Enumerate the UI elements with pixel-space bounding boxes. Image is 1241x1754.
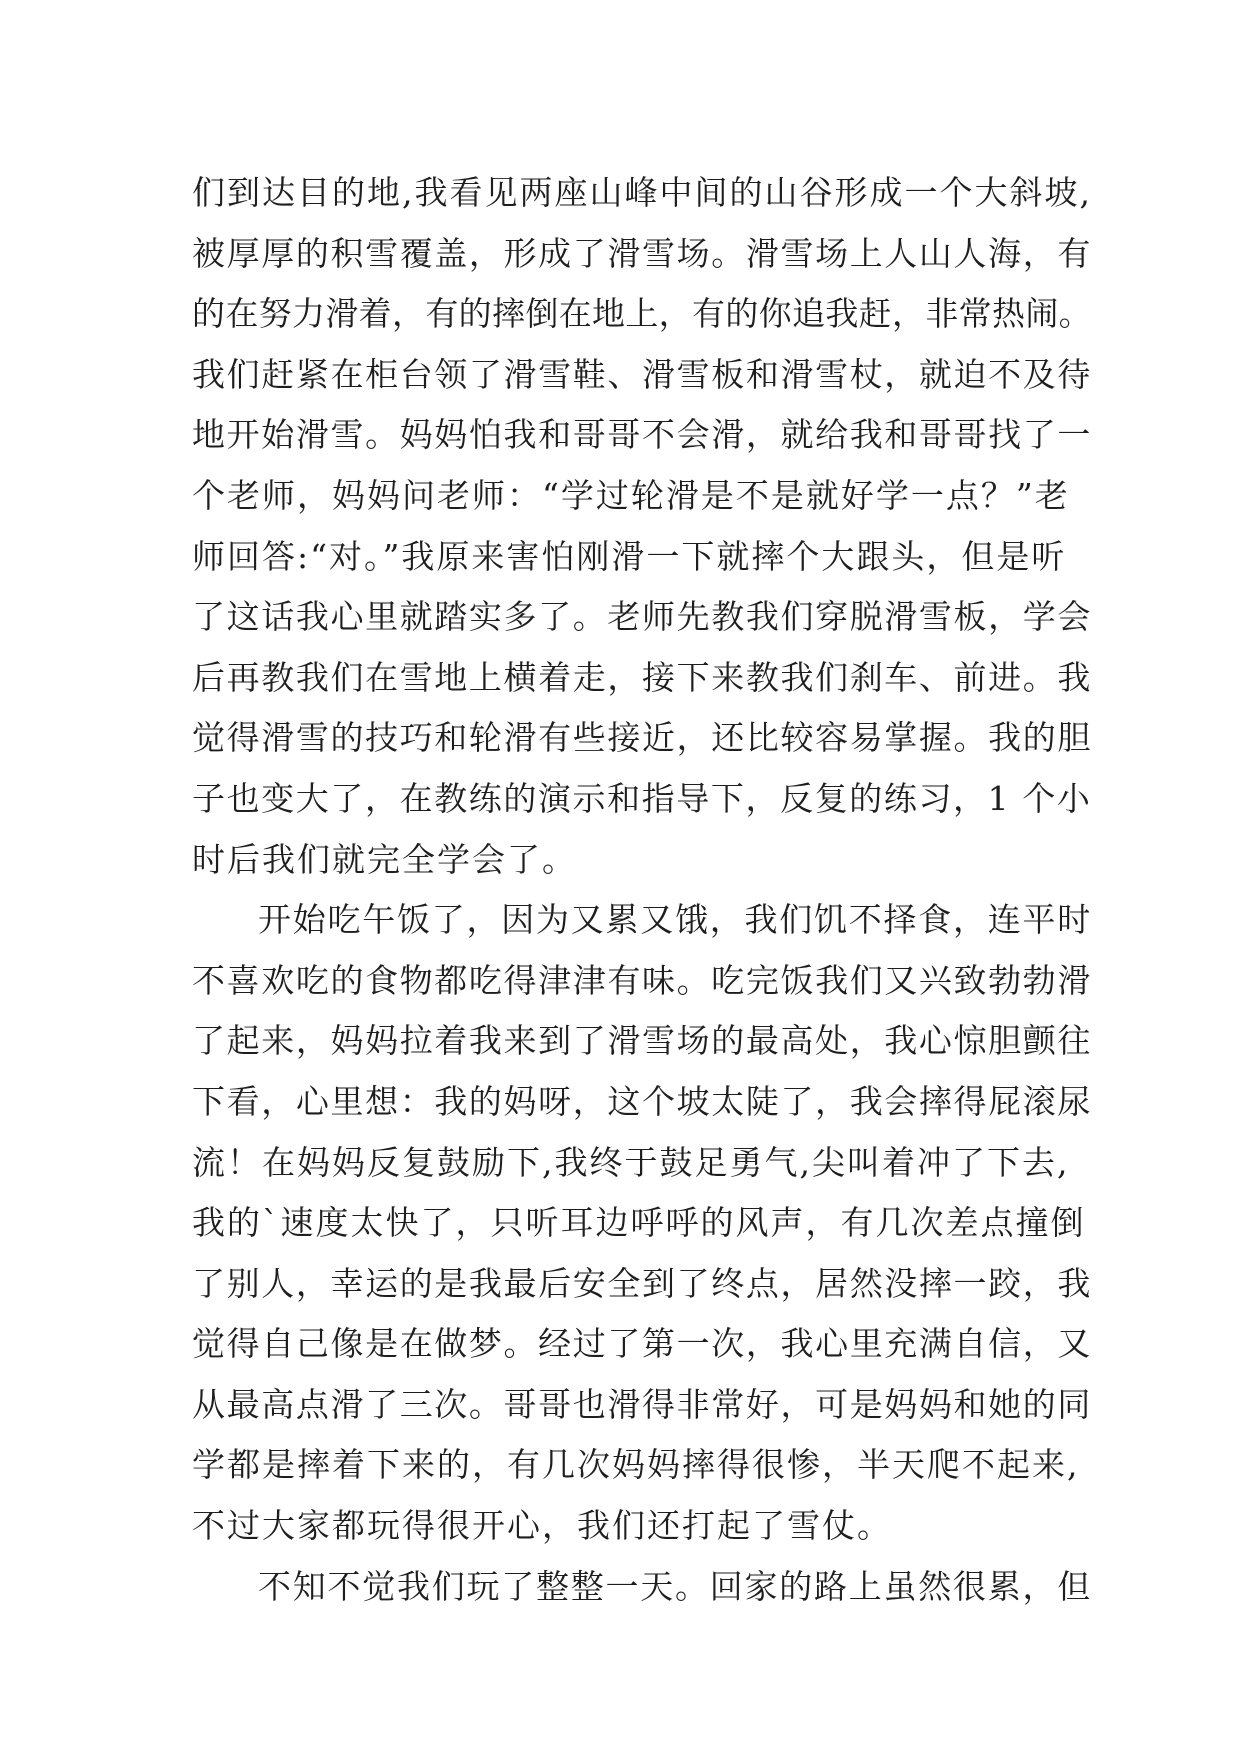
- text-line: 师回答:“对。”我原来害怕刚滑一下就摔个大跟头，但是听: [192, 536, 1067, 576]
- text-line: 的在努力滑着，有的摔倒在地上，有的你追我赶，非常热闹。: [192, 294, 1092, 334]
- text-line: 了这话我心里就踏实多了。老师先教我们穿脱滑雪板，学会: [192, 597, 1092, 637]
- text-line: 学都是摔着下来的，有几次妈妈摔得很惨，半天爬不起来,: [192, 1445, 1080, 1485]
- text-line: 了起来，妈妈拉着我来到了滑雪场的最高处，我心惊胆颤往: [192, 1021, 1092, 1061]
- text-line: 子也变大了，在教练的演示和指导下，反复的练习，1 个小: [192, 778, 1092, 818]
- text-line: 从最高点滑了三次。哥哥也滑得非常好，可是妈妈和她的同: [192, 1384, 1092, 1424]
- text-line: 我们赶紧在柜台领了滑雪鞋、滑雪板和滑雪杖，就迫不及待: [192, 354, 1092, 394]
- text-line: 时后我们就完全学会了。: [192, 839, 577, 879]
- text-line: 觉得滑雪的技巧和轮滑有些接近，还比较容易掌握。我的胆: [192, 718, 1092, 758]
- text-line: 地开始滑雪。妈妈怕我和哥哥不会滑，就给我和哥哥找了一: [192, 415, 1092, 455]
- text-line: 觉得自己像是在做梦。经过了第一次，我心里充满自信，又: [192, 1324, 1092, 1364]
- text-line: 们到达目的地,我看见两座山峰中间的山谷形成一个大斜坡,: [192, 173, 1092, 212]
- paragraph-start-line: 开始吃午饭了，因为又累又饿，我们饥不择食，连平时: [258, 900, 1092, 940]
- body-text: [192, 163, 1092, 1617]
- text-line: 被厚厚的积雪覆盖，形成了滑雪场。滑雪场上人山人海，有: [192, 233, 1092, 273]
- text-line: 不喜欢吃的食物都吃得津津有味。吃完饭我们又兴致勃勃滑: [192, 960, 1092, 1000]
- text-line: 流！在妈妈反复鼓励下,我终于鼓足勇气,尖叫着冲了下去,: [192, 1142, 1070, 1182]
- paragraph-start-line: 不知不觉我们玩了整整一天。回家的路上虽然很累，但: [258, 1566, 1092, 1606]
- text-line: 不过大家都玩得很开心，我们还打起了雪仗。: [192, 1506, 892, 1546]
- text-line: 后再教我们在雪地上横着走，接下来教我们刹车、前进。我: [192, 657, 1092, 697]
- text-line: 我的`速度太快了，只听耳边呼呼的风声，有几次差点撞倒: [192, 1203, 1086, 1243]
- text-line: 了别人，幸运的是我最后安全到了终点，居然没摔一跤，我: [192, 1263, 1092, 1303]
- text-line: 下看，心里想：我的妈呀，这个坡太陡了，我会摔得屁滚尿: [192, 1081, 1092, 1121]
- text-line: 个老师，妈妈问老师：“学过轮滑是不是就好学一点？”老: [192, 475, 1070, 515]
